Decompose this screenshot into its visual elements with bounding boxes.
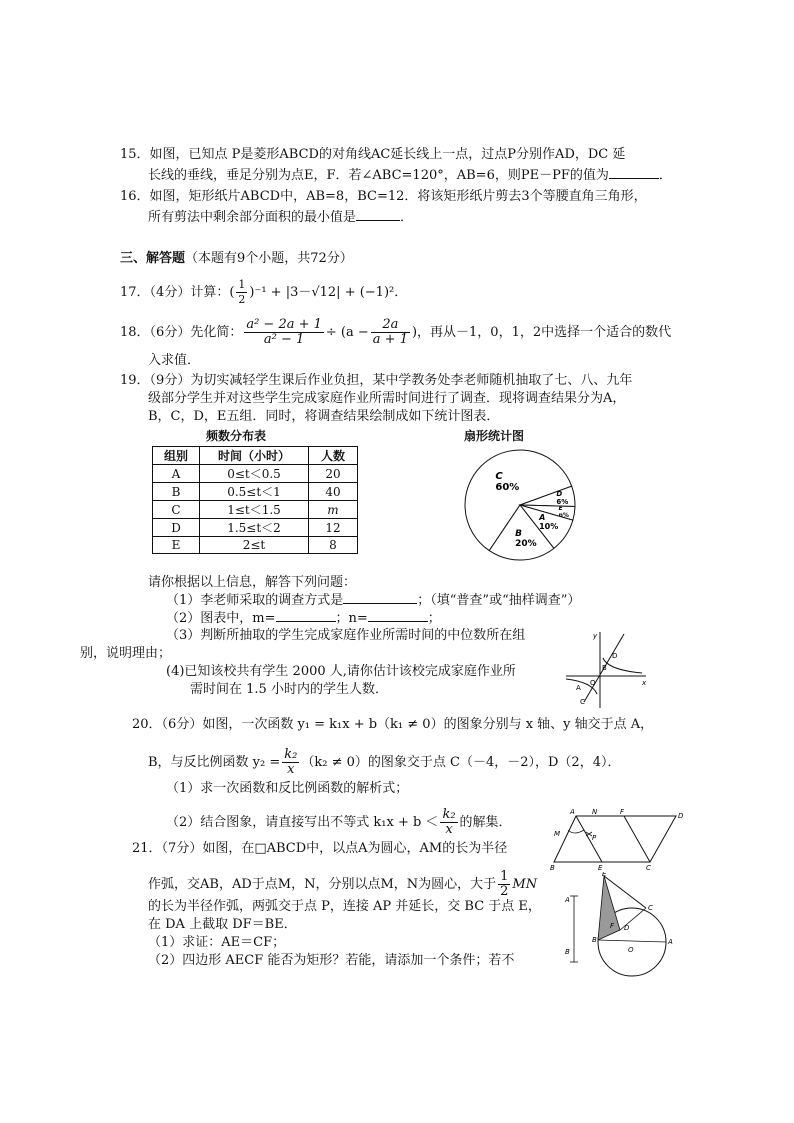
q21-line2b: MN bbox=[512, 877, 538, 892]
q19-sub2 bbox=[166, 609, 441, 628]
q17-frac-num: 1 bbox=[238, 278, 246, 291]
q15-line2 bbox=[148, 166, 672, 185]
label-c: C bbox=[646, 864, 651, 870]
table-row bbox=[153, 537, 358, 554]
m-blank[interactable] bbox=[276, 609, 336, 622]
label-m: M bbox=[554, 830, 561, 838]
label-f: F bbox=[620, 808, 625, 816]
y-label: y bbox=[593, 632, 598, 640]
table-header: 人数 bbox=[309, 447, 358, 465]
table-cell: A bbox=[153, 465, 200, 483]
arc-mn bbox=[568, 830, 584, 833]
table-header: 组别 bbox=[153, 447, 200, 465]
circle-figure bbox=[562, 872, 682, 982]
q21-line4: 在 DA 上截取 DF＝BE． bbox=[148, 917, 297, 932]
line-fc bbox=[624, 816, 650, 862]
q18-fraction1 bbox=[244, 318, 324, 347]
q20-sub2a: （2）结合图象，请直接写出不等式 k₁x + b ＜ bbox=[166, 815, 439, 830]
point-a: A bbox=[576, 684, 581, 692]
q19-sub4b: 需时间在 1.5 小时内的学生人数． bbox=[190, 682, 388, 697]
q19-line2: 级部分学生并对这些学生完成家庭作业所需时间进行了调查．现将调查结果分为A， bbox=[148, 391, 626, 406]
label-f2: F bbox=[610, 922, 615, 930]
label-a2: A bbox=[565, 896, 570, 904]
pie-label-e: E bbox=[558, 504, 563, 512]
q21-line2a: 作弧，交AB，AD于点M，N，分别以点M，N为圆心，大于 bbox=[148, 877, 497, 892]
q16-line2 bbox=[148, 208, 413, 227]
function-graph bbox=[562, 630, 648, 710]
table-cell: 8 bbox=[309, 537, 358, 554]
table-cell: D bbox=[153, 519, 200, 537]
pie-value-a: 10% bbox=[539, 521, 559, 531]
point-c: C bbox=[580, 698, 585, 706]
table-cell: 12 bbox=[309, 519, 358, 537]
table-row bbox=[153, 483, 358, 501]
q20-line1: 20．（6分）如图，一次函数 y₁ = k₁x + b（k₁ ≠ 0）的图象分别与 x 轴、y 轴交于点 A， bbox=[132, 717, 654, 732]
label-c2: C bbox=[648, 904, 653, 912]
q19-sub2b: ；n= bbox=[335, 611, 368, 626]
q19-prompt: 请你根据以上信息，解答下列问题： bbox=[148, 575, 357, 590]
label-o2: O bbox=[628, 946, 634, 954]
frequency-table bbox=[152, 446, 358, 554]
q18-fraction2 bbox=[371, 318, 410, 347]
q20-line2 bbox=[148, 748, 620, 777]
table-row bbox=[153, 519, 358, 537]
table-cell: 0≤t＜0.5 bbox=[200, 465, 309, 483]
label-a: A bbox=[570, 808, 575, 816]
n-blank[interactable] bbox=[368, 609, 428, 622]
table-cell: 40 bbox=[309, 483, 358, 501]
q18-f1-num: a² − 2a + 1 bbox=[246, 317, 322, 332]
q18-line2: 入求值． bbox=[148, 353, 201, 368]
q15-line1: 15．如图，已知点 P是菱形ABCD的对角线AC延长线上一点，过点P分别作AD，DC 延 bbox=[120, 147, 626, 162]
q18-prefix: 18．（6分）先化简： bbox=[120, 325, 243, 340]
table-cell: B bbox=[153, 483, 200, 501]
q16-answer-blank[interactable] bbox=[356, 208, 400, 221]
q15-answer-blank[interactable] bbox=[609, 166, 659, 179]
line-ae bbox=[576, 816, 602, 862]
q21-sub1: （1）求证：AE＝CF； bbox=[148, 935, 286, 950]
q19-survey-blank[interactable] bbox=[343, 591, 417, 604]
q18-suffix: )，再从－1，0，1，2中选择一个适合的数代 bbox=[411, 325, 672, 340]
q20-frac-den: x bbox=[287, 762, 295, 777]
label-b2: B bbox=[565, 948, 570, 956]
q20-sub1: （1）求一次函数和反比例函数的解析式； bbox=[166, 781, 409, 796]
pie-value-d: 6% bbox=[556, 498, 569, 507]
label-b3: B bbox=[592, 936, 597, 944]
table-cell: 1≤t＜1.5 bbox=[200, 501, 309, 519]
q21-line2 bbox=[148, 870, 537, 899]
label-p: P bbox=[592, 834, 597, 842]
label-b: B bbox=[550, 864, 555, 870]
label-e: E bbox=[598, 864, 603, 870]
q21-frac-den: 2 bbox=[500, 884, 509, 899]
pie-label-b: B bbox=[515, 528, 523, 539]
q18-f2-den: a + 1 bbox=[372, 332, 408, 347]
pie-title: 扇形统计图 bbox=[464, 429, 525, 443]
q20-line2a: B，与反比例函数 y₂ = bbox=[148, 755, 281, 770]
label-d: D bbox=[678, 812, 684, 820]
pie-label-a: A bbox=[539, 512, 546, 522]
q19-sub2-end: ； bbox=[427, 611, 441, 626]
q16-line1: 16．如图，矩形纸片ABCD中，AB=8，BC=12．将该矩形纸片剪去3个等腰直角三角形， bbox=[120, 189, 647, 204]
q19-sub3b: 别，说明理由； bbox=[80, 646, 172, 661]
section3-note: （本题有9个小题，共72分） bbox=[185, 251, 353, 266]
q15-line2-text: 长线的垂线，垂足分别为点E，F．若∠ABC=120°，AB=6，则PE－PF的值为 bbox=[148, 168, 609, 183]
pie-value-c: 60% bbox=[495, 482, 520, 494]
q17-fraction bbox=[236, 278, 247, 307]
q20-sub2-num: k₂ bbox=[442, 807, 456, 822]
q21-sub2: （2）四边形 AECF 能否为矩形？若能，请添加一个条件；若不 bbox=[148, 953, 515, 968]
table-cell: 1.5≤t＜2 bbox=[200, 519, 309, 537]
table-cell: 0.5≤t＜1 bbox=[200, 483, 309, 501]
section3-title: 三、解答题 bbox=[120, 251, 186, 266]
q21-line3: 的长为半径作弧，两弧交于点 P，连接 AP 并延长，交 BC 于点 E， bbox=[148, 899, 541, 914]
label-d2: D bbox=[624, 924, 630, 932]
q19-sub2a: （2）图表中，m= bbox=[166, 611, 276, 626]
q21-fraction bbox=[498, 870, 510, 899]
q19-sub4a: (4)已知该校共有学生 2000 人,请你估计该校完成家庭作业所 bbox=[166, 664, 516, 679]
q20-sub2b: 的解集． bbox=[459, 815, 512, 830]
q20-frac-num: k₂ bbox=[284, 747, 298, 762]
point-o: O bbox=[590, 679, 596, 687]
q20-sub2 bbox=[166, 808, 512, 837]
table-title: 频数分布表 bbox=[206, 429, 267, 443]
point-b: B bbox=[602, 664, 607, 672]
diameter bbox=[598, 940, 666, 942]
parallelogram-abcd bbox=[554, 816, 676, 862]
label-e2: E bbox=[602, 872, 607, 878]
q16-line2-text: 所有剪法中剩余部分面积的最小值是 bbox=[148, 210, 357, 225]
pie-value-b: 20% bbox=[515, 538, 537, 549]
q18-f2-num: 2a bbox=[371, 318, 410, 333]
pie-value-e: n% bbox=[558, 511, 569, 519]
table-cell: 20 bbox=[309, 465, 358, 483]
table-cell: E bbox=[153, 537, 200, 554]
q17-frac-den: 2 bbox=[238, 293, 246, 306]
q20-fraction bbox=[282, 748, 299, 777]
pie-label-d: D bbox=[556, 490, 563, 499]
label-n: N bbox=[592, 808, 598, 816]
q18-line1 bbox=[120, 318, 671, 347]
q20-sub2-fraction bbox=[440, 808, 457, 837]
table-cell: C bbox=[153, 501, 200, 519]
pie-chart bbox=[455, 440, 585, 570]
section3-heading bbox=[120, 250, 353, 268]
point-d: D bbox=[612, 652, 618, 660]
q17-prefix: 17．（4分）计算： bbox=[120, 285, 230, 300]
q20-line2b: （k₂ ≠ 0）的图象交于点 C（－4，－2），D（2，4）． bbox=[301, 755, 621, 770]
q19-sub1 bbox=[166, 591, 580, 610]
table-row bbox=[153, 465, 358, 483]
q19-sub1-text: （1）李老师采取的调查方式是 bbox=[166, 593, 344, 608]
q19-line3: B，C，D，E五组．同时，将调查结果绘制成如下统计图表． bbox=[148, 409, 500, 424]
q21-frac-num: 1 bbox=[500, 869, 509, 884]
label-a3: A bbox=[668, 938, 673, 946]
parallelogram-figure bbox=[550, 806, 690, 870]
table-header: 时间（小时） bbox=[200, 447, 309, 465]
q20-sub2-den: x bbox=[445, 822, 453, 837]
q18-f1-den: a² − 1 bbox=[263, 332, 305, 347]
q17-line: 17．（4分）计算：( $\frac{1}{2}$ )⁻¹ + |3－√12| + (−1)²． bbox=[120, 278, 408, 306]
q19-sub3a: （3）判断所抽取的学生完成家庭作业所需时间的中位数所在组 bbox=[166, 628, 526, 643]
q21-line1: 21．（7分）如图，在□ABCD中，以点A为圆心，AM的长为半径 bbox=[132, 841, 508, 856]
table-cell: 2≤t bbox=[200, 537, 309, 554]
q17-rest: )⁻¹ + |3－√12| + (−1)²． bbox=[249, 285, 408, 300]
q19-sub1-end: ；（填“普查”或“抽样调查”） bbox=[417, 593, 581, 608]
table-header-row bbox=[153, 447, 358, 465]
table-row bbox=[153, 501, 358, 519]
q15-line2-end: ． bbox=[658, 168, 672, 183]
table-cell: m bbox=[309, 501, 358, 519]
q19-line1: 19．（9分）为切实减轻学生课后作业负担，某中学教务处李老师随机抽取了七、八、九年 bbox=[120, 373, 633, 388]
q16-line2-end: ． bbox=[400, 210, 414, 225]
pie-label-c: C bbox=[495, 471, 503, 483]
x-label: x bbox=[642, 679, 647, 687]
q18-mid: ÷ (a − bbox=[325, 325, 369, 340]
